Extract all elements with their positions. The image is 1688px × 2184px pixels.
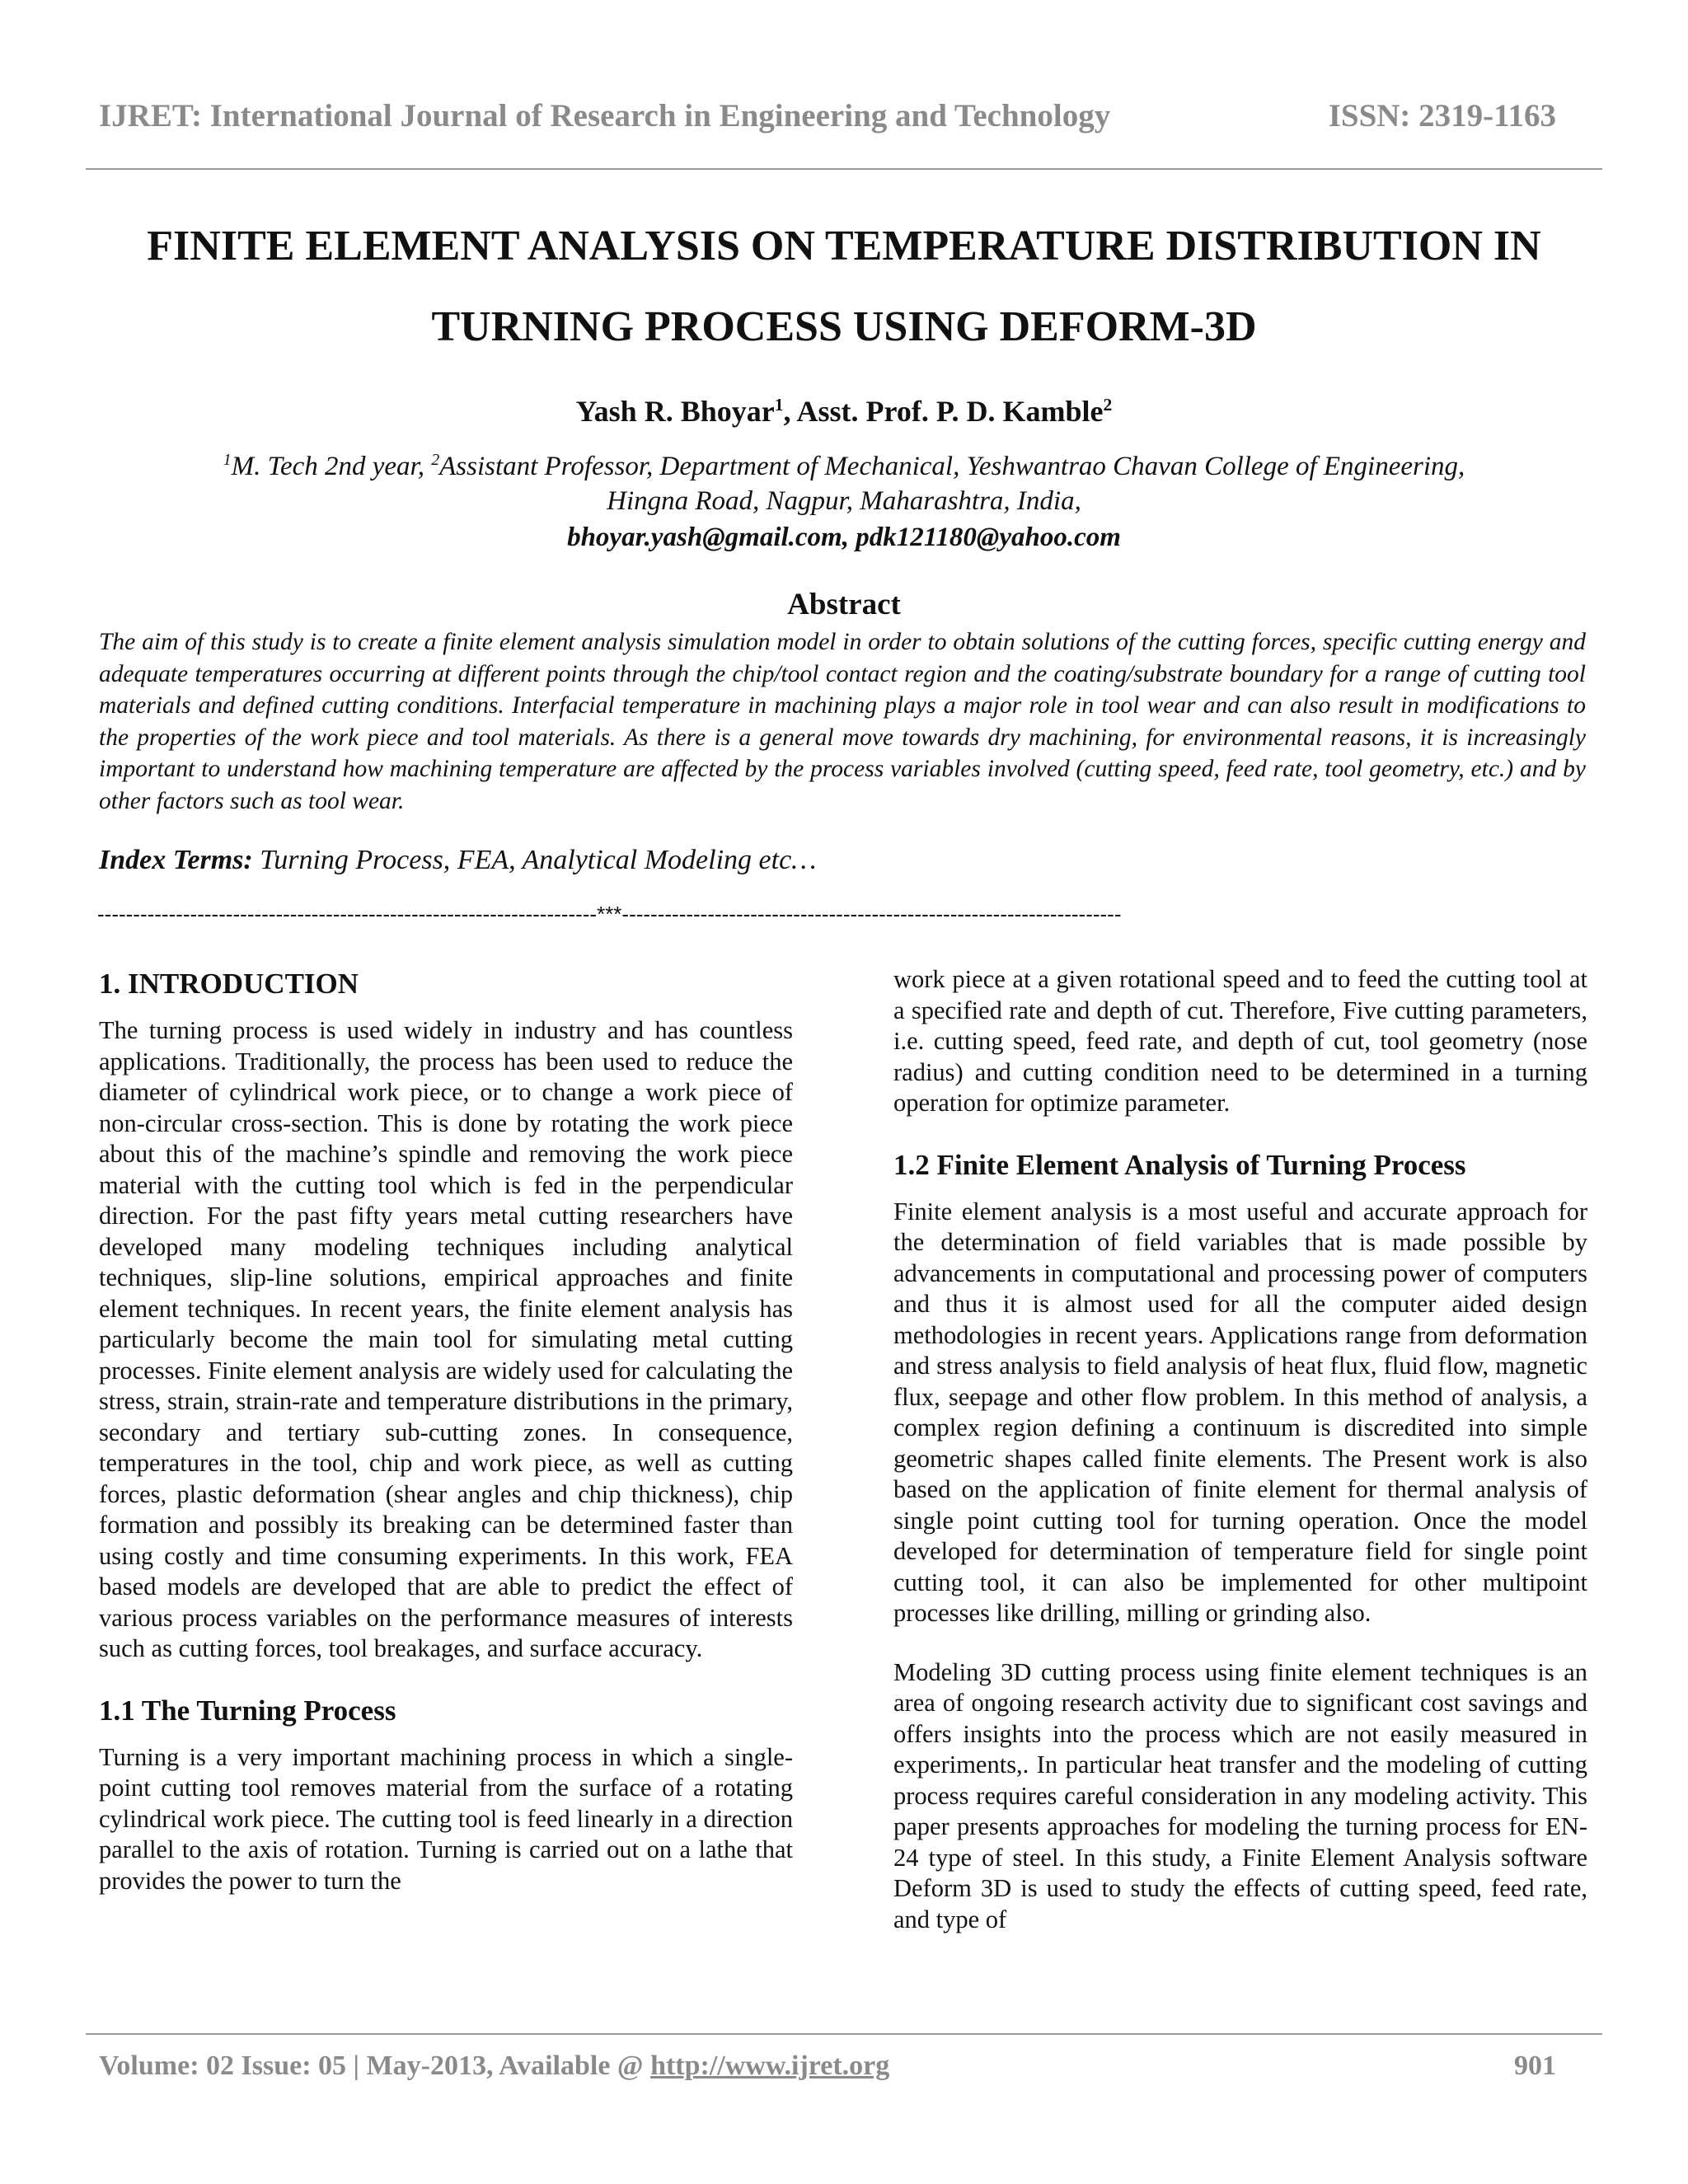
author-list xyxy=(99,394,1589,429)
index-terms-text: Turning Process, FEA, Analytical Modeling etc… xyxy=(252,845,817,875)
section-separator: ----------------------------------------------------------------------***---------------------------------------------------------------------- xyxy=(97,902,1122,926)
index-terms xyxy=(99,845,1589,876)
author-1: Yash R. Bhoyar xyxy=(575,395,775,428)
affil-sup-2: 2 xyxy=(431,451,440,469)
abstract-heading: Abstract xyxy=(787,588,901,621)
running-header xyxy=(99,97,1589,147)
fea-paragraph: Finite element analysis is a most useful and accurate approach for the determination of field variables that is made possible by advancements in computational and processing power of computers and thus it is almost used for all the computer aided design methodologies in recent years. Applications range from deformation and stress analysis to field analysis of heat flux, fluid flow, magnetic flux, seepage and other flow problem. In this method of analysis, a complex region defining a continuum is discredited into simple geometric shapes called finite elements. The Present work is also based on the application of finite element for thermal analysis of single point cutting tool for turning operation. Once the model developed for determination of temperature field for single point cutting tool, it can also be implemented for other multipoint processes like drilling, milling or grinding also. xyxy=(893,1197,1587,1627)
turning-continued-paragraph: work piece at a given rotational speed and to feed the cutting tool at a specified rate and depth of cut. Therefore, Five cutting parameters, i.e. cutting speed, feed rate, and depth of cut, tool geometry (nose radius) and cutting condition need to be determined in a turning operation for optimize parameter. xyxy=(893,965,1587,1117)
affil-sup-1: 1 xyxy=(223,451,232,469)
title-line-1: FINITE ELEMENT ANALYSIS ON TEMPERATURE DISTRIBUTION IN xyxy=(147,223,1541,269)
abstract-text: The aim of this study is to create a finite element analysis simulation model in order to obtain solutions of the cutting forces, specific cutting energy and adequate temperatures occurring at different points through the chip/tool contact region and the coating/substrate boundary for a range of cutting tool materials and defined cutting conditions. Interfacial temperature in machining plays a major role in tool wear and can also result in modifications to the properties of the work piece and tool materials. As there is a general move towards dry machining, for environmental reasons, it is increasingly important to understand how machining temperature are affected by the process variables involved (cutting speed, feed rate, tool geometry, etc.) and by other factors such as tool wear. xyxy=(99,629,1586,814)
author-1-sup: 1 xyxy=(774,395,784,415)
left-column xyxy=(99,966,793,1896)
affil-part-1: M. Tech 2nd year, xyxy=(231,452,432,481)
volume-info xyxy=(99,2050,889,2082)
title-line-2: TURNING PROCESS USING DEFORM-3D xyxy=(431,303,1257,350)
volume-text: Volume: 02 Issue: 05 | May-2013, Available @ xyxy=(99,2050,651,2081)
issn: ISSN: 2319-1163 xyxy=(1328,98,1556,134)
introduction-paragraph: The turning process is used widely in industry and has countless applications. Traditionally, the process has been used to reduce the diameter of cylindrical work piece, or to change a work piece of non-circular cross-section. This is done by rotating the work piece about this of the machine’s spindle and removing the work piece material with the cutting tool which is fed in the perpendicular direction. For the past fifty years metal cutting researchers have developed many modeling techniques including analytical techniques, slip-line solutions, empirical approaches and finite element techniques. In recent years, the finite element analysis has particularly become the main tool for simulating metal cutting processes. Finite element analysis are widely used for calculating the stress, strain, strain-rate and temperature distributions in the primary, secondary and tertiary sub-cutting zones. In consequence, temperatures in the tool, chip and work piece, as well as cutting forces, plastic deformation (shear angles and chip thickness), chip formation and possibly its breaking can be determined faster than using costly and time consuming experiments. In this work, FEA based models are developed that are able to predict the effect of various process variables on the performance measures of interests such as cutting forces, tool breakages, and surface accuracy. xyxy=(99,1016,793,1662)
right-column xyxy=(893,964,1587,1935)
author-2-sup: 2 xyxy=(1103,395,1113,415)
author-separator: , xyxy=(783,395,797,428)
paper-title xyxy=(99,206,1589,368)
page-number: 901 xyxy=(1514,2050,1556,2081)
affiliation xyxy=(115,449,1573,518)
author-2: Asst. Prof. P. D. Kamble xyxy=(796,395,1104,428)
journal-name: IJRET: International Journal of Research in Engineering and Technology xyxy=(99,98,1111,134)
affil-part-2: Assistant Professor, Department of Mechanical, Yeshwantrao Chavan College of Engineering, xyxy=(439,452,1465,481)
header-rule xyxy=(86,168,1602,170)
index-terms-label: Index Terms: xyxy=(99,845,253,875)
fea-heading: 1.2 Finite Element Analysis of Turning Process xyxy=(893,1148,1466,1181)
author-emails: bhoyar.yash@gmail.com, pdk121180@yahoo.com xyxy=(567,523,1121,552)
turning-process-paragraph: Turning is a very important machining process in which a single-point cutting tool removes material from the surface of a rotating cylindrical work piece. The cutting tool is feed linearly in a direction parallel to the axis of rotation. Turning is carried out on a lathe that provides the power to turn the xyxy=(99,1742,793,1895)
introduction-heading: 1. INTRODUCTION xyxy=(99,968,359,1000)
journal-url-link[interactable]: http://www.ijret.org xyxy=(650,2050,890,2081)
turning-process-heading: 1.1 The Turning Process xyxy=(99,1694,396,1727)
modeling-paragraph: Modeling 3D cutting process using finite element techniques is an area of ongoing research activity due to significant cost savings and offers insights into the process which are not easily measured in experiments,. In particular heat transfer and the modeling of cutting process requires careful consideration in any modeling activity. This paper presents approaches for modeling the turning process for EN-24 type of steel. In this study, a Finite Element Analysis software Deform 3D is used to study the effects of cutting speed, feed rate, and type of xyxy=(893,1657,1587,1933)
affiliation-line-1 xyxy=(115,449,1573,484)
affiliation-line-2: Hingna Road, Nagpur, Maharashtra, India, xyxy=(607,486,1081,516)
footer-rule xyxy=(86,2033,1602,2035)
